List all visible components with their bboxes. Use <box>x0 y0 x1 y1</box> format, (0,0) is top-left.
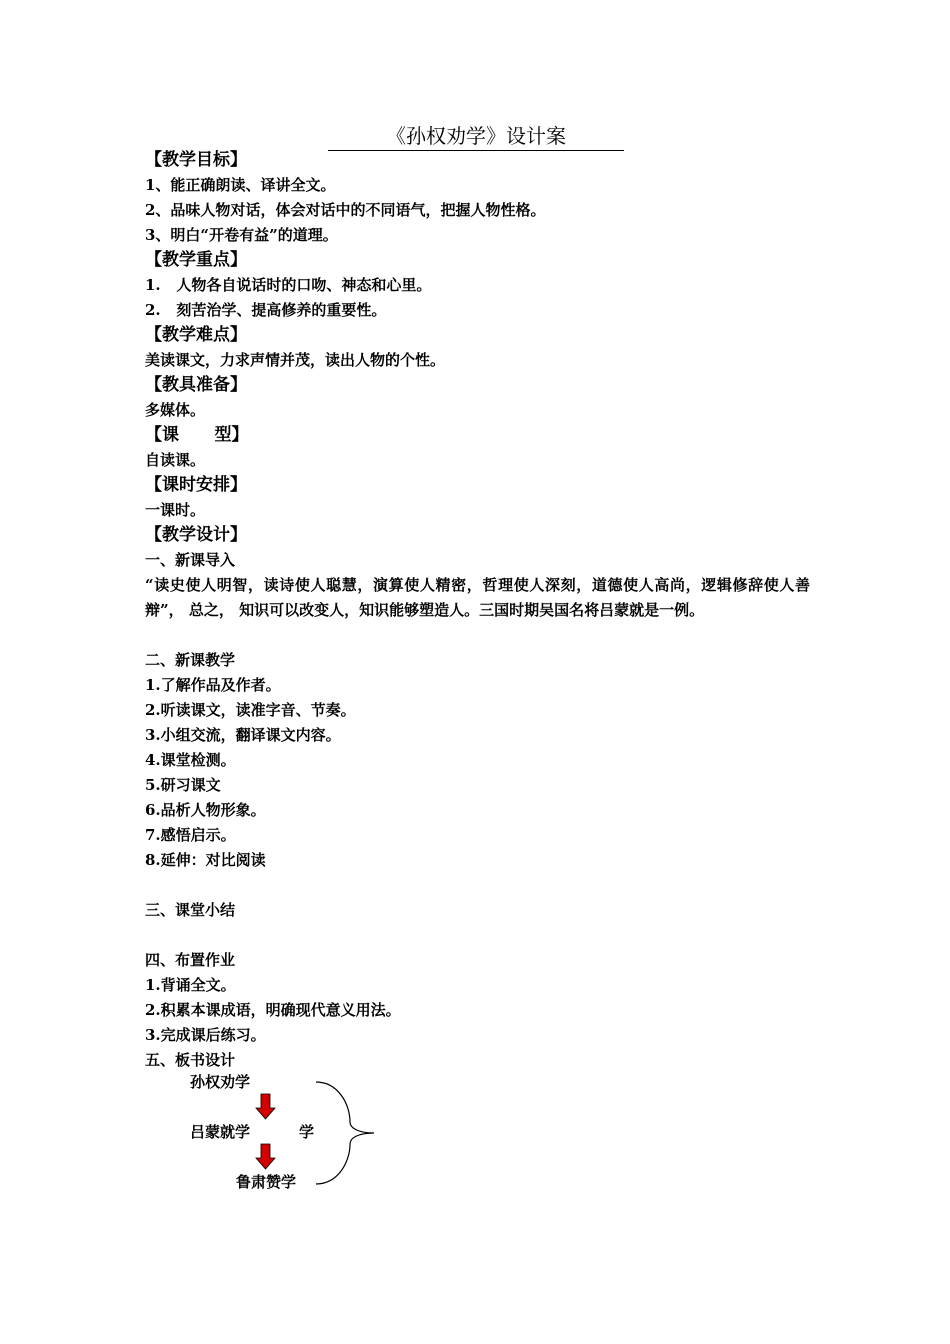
key-point-item: 2. 刻苦治学、提高修养的重要性。 <box>145 301 387 319</box>
homework-heading: 四、布置作业 <box>145 951 236 969</box>
teaching-item: 7.感悟启示。 <box>145 826 236 844</box>
board-heading: 五、板书设计 <box>145 1051 236 1069</box>
goal-item: 3、明白“开卷有益”的道理。 <box>145 226 338 244</box>
homework-item: 2.积累本课成语，明确现代意义用法。 <box>145 1001 401 1019</box>
teaching-item: 4.课堂检测。 <box>145 751 236 769</box>
teaching-item: 8.延伸：对比阅读 <box>145 851 266 869</box>
board-side-label: 学 <box>299 1123 315 1141</box>
summary-heading: 三、课堂小结 <box>145 901 236 919</box>
document-body <box>145 148 825 1073</box>
teaching-item: 2.听读课文，读准字音、节奏。 <box>145 701 356 719</box>
teaching-heading: 二、新课教学 <box>145 651 236 669</box>
intro-heading: 一、新课导入 <box>145 551 236 569</box>
homework-item: 3.完成课后练习。 <box>145 1026 266 1044</box>
schedule-text: 一课时。 <box>145 501 206 519</box>
teaching-item: 1.了解作品及作者。 <box>145 676 281 694</box>
homework-item: 1.背诵全文。 <box>145 976 236 994</box>
document-title: 《孙权劝学》设计案 <box>328 122 624 151</box>
teaching-item: 5.研习课文 <box>145 776 221 794</box>
down-arrow-icon <box>256 1144 275 1169</box>
lesson-type-text: 自读课。 <box>145 451 206 469</box>
right-brace-icon <box>316 1082 374 1184</box>
section-heading-design: 【教学设计】 <box>145 525 247 545</box>
board-bottom-label: 鲁肃赞学 <box>236 1173 297 1191</box>
key-point-item: 1. 人物各自说话时的口吻、神态和心里。 <box>145 276 432 294</box>
difficulty-text: 美读课文，力求声情并茂，读出人物的个性。 <box>145 351 446 369</box>
section-heading-key-points: 【教学重点】 <box>145 250 247 270</box>
board-top-label: 孙权劝学 <box>190 1073 251 1091</box>
board-middle-label: 吕蒙就学 <box>190 1123 251 1141</box>
goal-item: 2、品味人物对话，体会对话中的不同语气，把握人物性格。 <box>145 201 546 219</box>
tools-text: 多媒体。 <box>145 401 206 419</box>
intro-paragraph: “读史使人明智，读诗使人聪慧，演算使人精密，哲理使人深刻，道德使人高尚，逻辑修辞使人善辩”， 总之， 知识可以改变人，知识能够塑造人。三国时期吴国名将吕蒙就是一例。 <box>145 576 810 619</box>
goal-item: 1、能正确朗读、译讲全文。 <box>145 176 336 194</box>
section-heading-schedule: 【课时安排】 <box>145 475 247 495</box>
section-heading-goals: 【教学目标】 <box>145 150 247 170</box>
section-heading-lesson-type: 【课 型】 <box>145 425 249 445</box>
teaching-item: 6.品析人物形象。 <box>145 801 266 819</box>
teaching-item: 3.小组交流，翻译课文内容。 <box>145 726 341 744</box>
section-heading-difficulty: 【教学难点】 <box>145 325 247 345</box>
down-arrow-icon <box>256 1094 275 1119</box>
section-heading-tools: 【教具准备】 <box>145 375 247 395</box>
